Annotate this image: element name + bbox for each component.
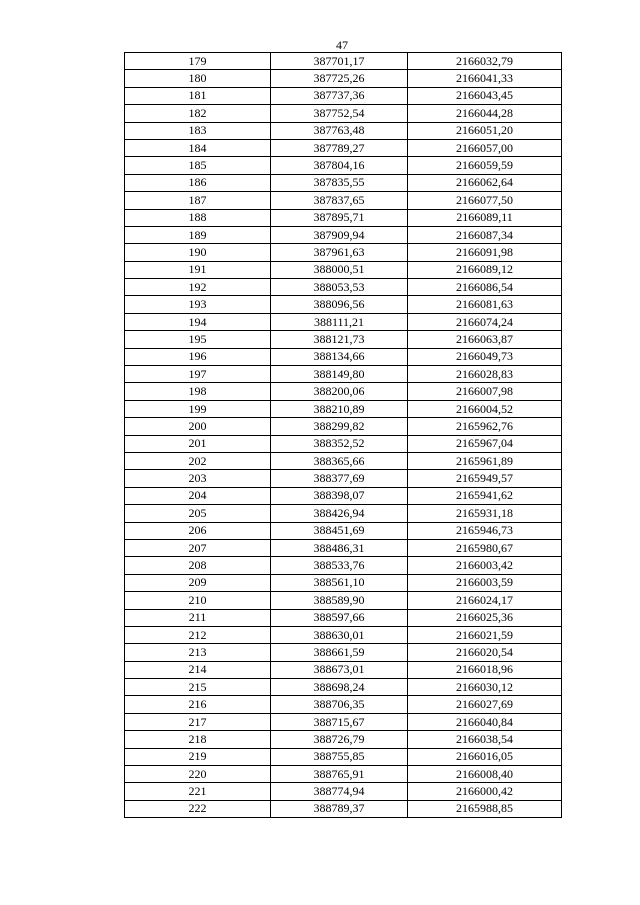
point-number-cell: 221 bbox=[125, 783, 271, 800]
y-coordinate-cell: 2165962,76 bbox=[408, 418, 562, 435]
y-coordinate-cell: 2166074,24 bbox=[408, 313, 562, 330]
x-coordinate-cell: 387909,94 bbox=[271, 226, 408, 243]
table-row bbox=[125, 157, 562, 174]
x-coordinate-cell: 388426,94 bbox=[271, 505, 408, 522]
table-row bbox=[125, 174, 562, 191]
table-row bbox=[125, 331, 562, 348]
table-row bbox=[125, 279, 562, 296]
y-coordinate-cell: 2165980,67 bbox=[408, 539, 562, 556]
point-number-cell: 213 bbox=[125, 644, 271, 661]
point-number-cell: 215 bbox=[125, 679, 271, 696]
y-coordinate-cell: 2166003,42 bbox=[408, 557, 562, 574]
table-row bbox=[125, 487, 562, 504]
x-coordinate-cell: 388698,24 bbox=[271, 679, 408, 696]
point-number-cell: 220 bbox=[125, 766, 271, 783]
table-row bbox=[125, 261, 562, 278]
table-row bbox=[125, 313, 562, 330]
point-number-cell: 202 bbox=[125, 452, 271, 469]
table-row bbox=[125, 418, 562, 435]
point-number-cell: 196 bbox=[125, 348, 271, 365]
point-number-cell: 184 bbox=[125, 139, 271, 156]
x-coordinate-cell: 388149,80 bbox=[271, 366, 408, 383]
x-coordinate-cell: 387837,65 bbox=[271, 192, 408, 209]
point-number-cell: 208 bbox=[125, 557, 271, 574]
point-number-cell: 185 bbox=[125, 157, 271, 174]
table-row bbox=[125, 783, 562, 800]
x-coordinate-cell: 387961,63 bbox=[271, 244, 408, 261]
point-number-cell: 217 bbox=[125, 713, 271, 730]
point-number-cell: 195 bbox=[125, 331, 271, 348]
table-row bbox=[125, 557, 562, 574]
y-coordinate-cell: 2166028,83 bbox=[408, 366, 562, 383]
table-row bbox=[125, 366, 562, 383]
x-coordinate-cell: 388533,76 bbox=[271, 557, 408, 574]
point-number-cell: 218 bbox=[125, 731, 271, 748]
x-coordinate-cell: 388589,90 bbox=[271, 592, 408, 609]
y-coordinate-cell: 2166057,00 bbox=[408, 139, 562, 156]
point-number-cell: 191 bbox=[125, 261, 271, 278]
x-coordinate-cell: 388121,73 bbox=[271, 331, 408, 348]
table-row bbox=[125, 348, 562, 365]
table-row bbox=[125, 731, 562, 748]
y-coordinate-cell: 2166030,12 bbox=[408, 679, 562, 696]
point-number-cell: 187 bbox=[125, 192, 271, 209]
table-row bbox=[125, 644, 562, 661]
y-coordinate-cell: 2165941,62 bbox=[408, 487, 562, 504]
point-number-cell: 189 bbox=[125, 226, 271, 243]
x-coordinate-cell: 388597,66 bbox=[271, 609, 408, 626]
y-coordinate-cell: 2165949,57 bbox=[408, 470, 562, 487]
y-coordinate-cell: 2166021,59 bbox=[408, 626, 562, 643]
y-coordinate-cell: 2165961,89 bbox=[408, 452, 562, 469]
page-number: 47 bbox=[336, 38, 348, 52]
y-coordinate-cell: 2166008,40 bbox=[408, 766, 562, 783]
table-row bbox=[125, 609, 562, 626]
y-coordinate-cell: 2166025,36 bbox=[408, 609, 562, 626]
point-number-cell: 210 bbox=[125, 592, 271, 609]
table-row bbox=[125, 505, 562, 522]
table-row bbox=[125, 122, 562, 139]
y-coordinate-cell: 2166077,50 bbox=[408, 192, 562, 209]
y-coordinate-cell: 2166032,79 bbox=[408, 53, 562, 70]
table-row bbox=[125, 539, 562, 556]
table-row bbox=[125, 105, 562, 122]
x-coordinate-cell: 387895,71 bbox=[271, 209, 408, 226]
y-coordinate-cell: 2166003,59 bbox=[408, 574, 562, 591]
point-number-cell: 193 bbox=[125, 296, 271, 313]
y-coordinate-cell: 2165988,85 bbox=[408, 800, 562, 817]
table-row bbox=[125, 139, 562, 156]
x-coordinate-cell: 387737,36 bbox=[271, 87, 408, 104]
point-number-cell: 207 bbox=[125, 539, 271, 556]
x-coordinate-cell: 388486,31 bbox=[271, 539, 408, 556]
y-coordinate-cell: 2166027,69 bbox=[408, 696, 562, 713]
y-coordinate-cell: 2166081,63 bbox=[408, 296, 562, 313]
y-coordinate-cell: 2166007,98 bbox=[408, 383, 562, 400]
point-number-cell: 197 bbox=[125, 366, 271, 383]
table-row bbox=[125, 53, 562, 70]
coordinates-table bbox=[124, 52, 562, 818]
table-row bbox=[125, 296, 562, 313]
point-number-cell: 204 bbox=[125, 487, 271, 504]
y-coordinate-cell: 2166089,11 bbox=[408, 209, 562, 226]
x-coordinate-cell: 387701,17 bbox=[271, 53, 408, 70]
table-row bbox=[125, 70, 562, 87]
point-number-cell: 206 bbox=[125, 522, 271, 539]
x-coordinate-cell: 388755,85 bbox=[271, 748, 408, 765]
y-coordinate-cell: 2166062,64 bbox=[408, 174, 562, 191]
x-coordinate-cell: 388352,52 bbox=[271, 435, 408, 452]
y-coordinate-cell: 2166004,52 bbox=[408, 400, 562, 417]
y-coordinate-cell: 2166018,96 bbox=[408, 661, 562, 678]
point-number-cell: 194 bbox=[125, 313, 271, 330]
table-row bbox=[125, 661, 562, 678]
table-row bbox=[125, 766, 562, 783]
y-coordinate-cell: 2166016,05 bbox=[408, 748, 562, 765]
y-coordinate-cell: 2166051,20 bbox=[408, 122, 562, 139]
point-number-cell: 198 bbox=[125, 383, 271, 400]
table-row bbox=[125, 452, 562, 469]
y-coordinate-cell: 2166024,17 bbox=[408, 592, 562, 609]
table-row bbox=[125, 192, 562, 209]
point-number-cell: 203 bbox=[125, 470, 271, 487]
y-coordinate-cell: 2166038,54 bbox=[408, 731, 562, 748]
table-row bbox=[125, 522, 562, 539]
point-number-cell: 179 bbox=[125, 53, 271, 70]
y-coordinate-cell: 2166087,34 bbox=[408, 226, 562, 243]
point-number-cell: 181 bbox=[125, 87, 271, 104]
x-coordinate-cell: 388299,82 bbox=[271, 418, 408, 435]
table-row bbox=[125, 679, 562, 696]
y-coordinate-cell: 2166000,42 bbox=[408, 783, 562, 800]
point-number-cell: 183 bbox=[125, 122, 271, 139]
table-row bbox=[125, 470, 562, 487]
point-number-cell: 182 bbox=[125, 105, 271, 122]
x-coordinate-cell: 388000,51 bbox=[271, 261, 408, 278]
x-coordinate-cell: 388398,07 bbox=[271, 487, 408, 504]
x-coordinate-cell: 388630,01 bbox=[271, 626, 408, 643]
point-number-cell: 214 bbox=[125, 661, 271, 678]
table-row bbox=[125, 400, 562, 417]
y-coordinate-cell: 2166049,73 bbox=[408, 348, 562, 365]
table-row bbox=[125, 209, 562, 226]
x-coordinate-cell: 387763,48 bbox=[271, 122, 408, 139]
table-row bbox=[125, 383, 562, 400]
x-coordinate-cell: 388365,66 bbox=[271, 452, 408, 469]
x-coordinate-cell: 388210,89 bbox=[271, 400, 408, 417]
table-row bbox=[125, 626, 562, 643]
x-coordinate-cell: 388774,94 bbox=[271, 783, 408, 800]
x-coordinate-cell: 388673,01 bbox=[271, 661, 408, 678]
point-number-cell: 201 bbox=[125, 435, 271, 452]
point-number-cell: 200 bbox=[125, 418, 271, 435]
x-coordinate-cell: 388134,66 bbox=[271, 348, 408, 365]
y-coordinate-cell: 2166041,33 bbox=[408, 70, 562, 87]
x-coordinate-cell: 388096,56 bbox=[271, 296, 408, 313]
y-coordinate-cell: 2166091,98 bbox=[408, 244, 562, 261]
point-number-cell: 212 bbox=[125, 626, 271, 643]
point-number-cell: 216 bbox=[125, 696, 271, 713]
point-number-cell: 199 bbox=[125, 400, 271, 417]
x-coordinate-cell: 388726,79 bbox=[271, 731, 408, 748]
x-coordinate-cell: 388706,35 bbox=[271, 696, 408, 713]
point-number-cell: 192 bbox=[125, 279, 271, 296]
coordinates-table-body bbox=[125, 53, 562, 818]
point-number-cell: 190 bbox=[125, 244, 271, 261]
y-coordinate-cell: 2165931,18 bbox=[408, 505, 562, 522]
table-row bbox=[125, 435, 562, 452]
y-coordinate-cell: 2166040,84 bbox=[408, 713, 562, 730]
table-row bbox=[125, 592, 562, 609]
point-number-cell: 209 bbox=[125, 574, 271, 591]
x-coordinate-cell: 388561,10 bbox=[271, 574, 408, 591]
point-number-cell: 186 bbox=[125, 174, 271, 191]
point-number-cell: 219 bbox=[125, 748, 271, 765]
x-coordinate-cell: 388200,06 bbox=[271, 383, 408, 400]
x-coordinate-cell: 388789,37 bbox=[271, 800, 408, 817]
table-row bbox=[125, 713, 562, 730]
y-coordinate-cell: 2165967,04 bbox=[408, 435, 562, 452]
y-coordinate-cell: 2166089,12 bbox=[408, 261, 562, 278]
y-coordinate-cell: 2166044,28 bbox=[408, 105, 562, 122]
x-coordinate-cell: 387725,26 bbox=[271, 70, 408, 87]
x-coordinate-cell: 388053,53 bbox=[271, 279, 408, 296]
table-row bbox=[125, 574, 562, 591]
table-row bbox=[125, 226, 562, 243]
point-number-cell: 188 bbox=[125, 209, 271, 226]
x-coordinate-cell: 388715,67 bbox=[271, 713, 408, 730]
point-number-cell: 211 bbox=[125, 609, 271, 626]
x-coordinate-cell: 388661,59 bbox=[271, 644, 408, 661]
y-coordinate-cell: 2166086,54 bbox=[408, 279, 562, 296]
y-coordinate-cell: 2166059,59 bbox=[408, 157, 562, 174]
y-coordinate-cell: 2166043,45 bbox=[408, 87, 562, 104]
x-coordinate-cell: 388451,69 bbox=[271, 522, 408, 539]
table-row bbox=[125, 87, 562, 104]
table-row bbox=[125, 244, 562, 261]
point-number-cell: 180 bbox=[125, 70, 271, 87]
y-coordinate-cell: 2165946,73 bbox=[408, 522, 562, 539]
x-coordinate-cell: 388111,21 bbox=[271, 313, 408, 330]
table-row bbox=[125, 696, 562, 713]
x-coordinate-cell: 387789,27 bbox=[271, 139, 408, 156]
table-row bbox=[125, 748, 562, 765]
x-coordinate-cell: 387752,54 bbox=[271, 105, 408, 122]
x-coordinate-cell: 388765,91 bbox=[271, 766, 408, 783]
point-number-cell: 222 bbox=[125, 800, 271, 817]
x-coordinate-cell: 387804,16 bbox=[271, 157, 408, 174]
y-coordinate-cell: 2166020,54 bbox=[408, 644, 562, 661]
x-coordinate-cell: 388377,69 bbox=[271, 470, 408, 487]
y-coordinate-cell: 2166063,87 bbox=[408, 331, 562, 348]
x-coordinate-cell: 387835,55 bbox=[271, 174, 408, 191]
table-row bbox=[125, 800, 562, 817]
point-number-cell: 205 bbox=[125, 505, 271, 522]
